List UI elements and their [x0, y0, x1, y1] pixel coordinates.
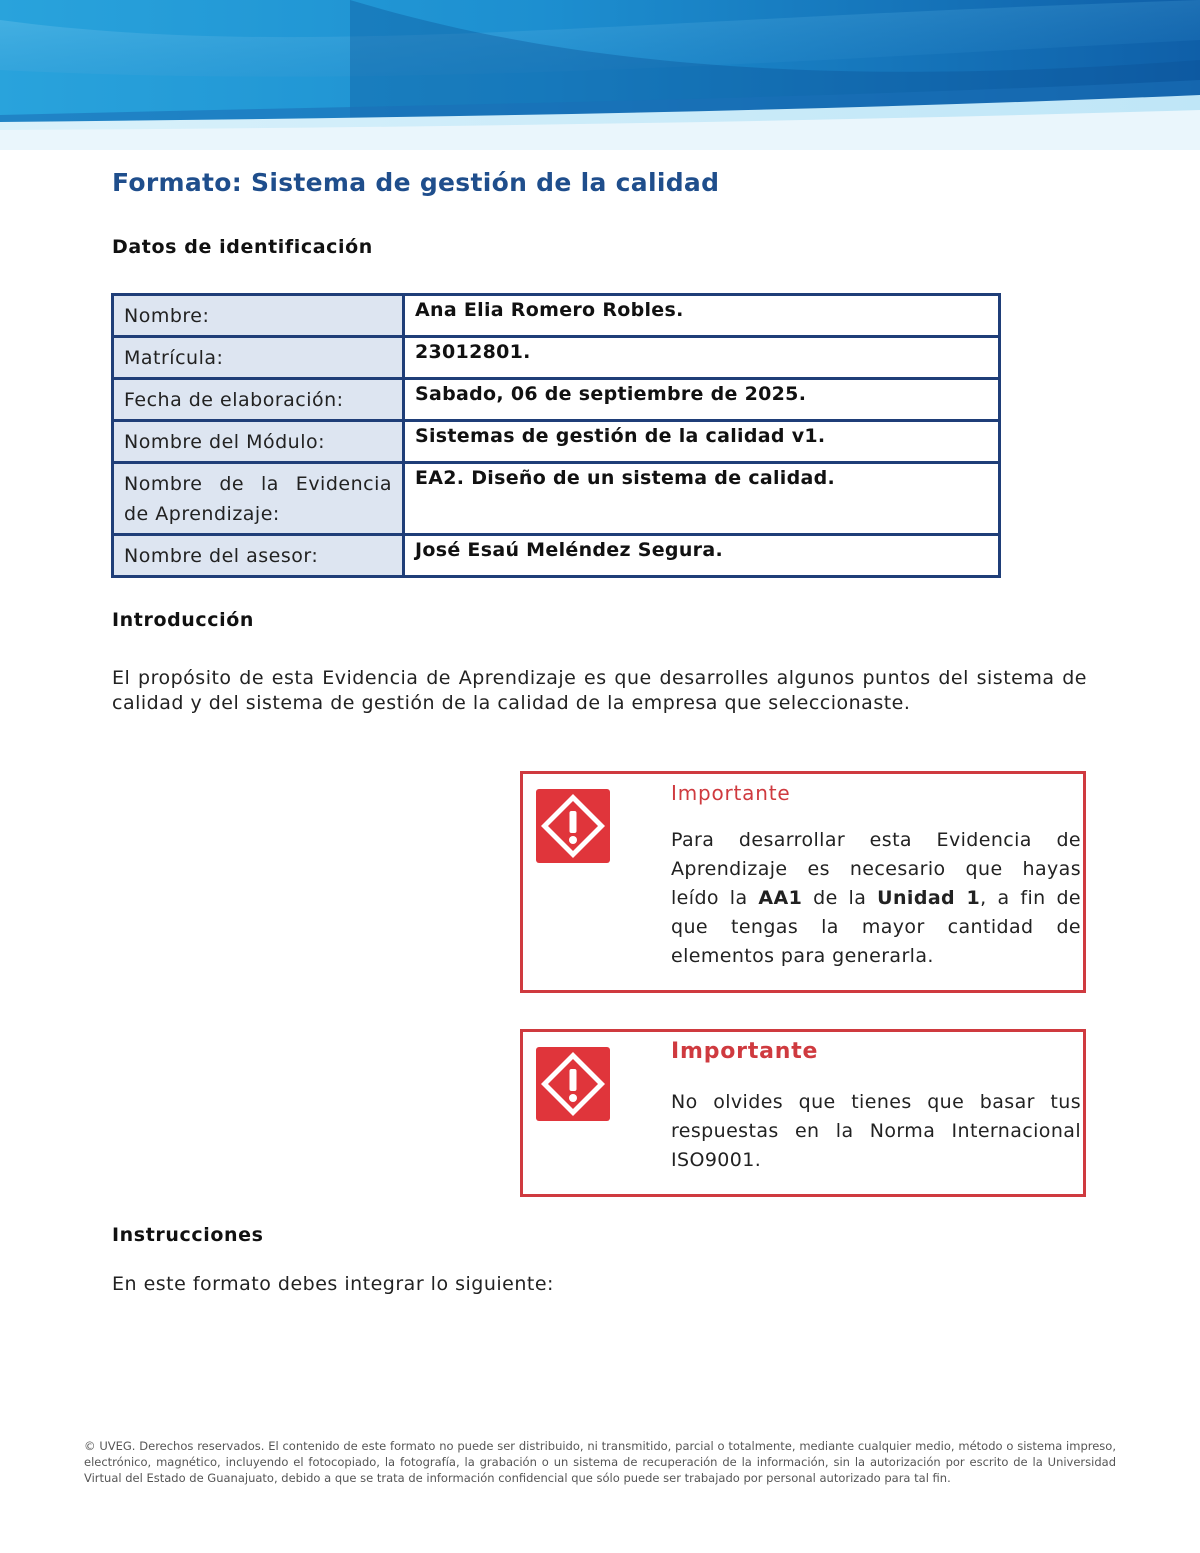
callout-text-part: Para desarrollar esta Evidencia de Aprendizaje es necesario que hayas leído la — [671, 829, 1081, 909]
document-title: Formato: Sistema de gestión de la calidad — [112, 168, 720, 197]
warning-icon — [536, 789, 610, 863]
label-matricula: Matrícula: — [113, 337, 404, 379]
instructions-heading: Instrucciones — [112, 1224, 264, 1246]
label-modulo: Nombre del Módulo: — [113, 421, 404, 463]
table-row — [113, 463, 1000, 535]
identification-heading: Datos de identificación — [112, 236, 373, 258]
table-row — [113, 337, 1000, 379]
identification-table — [111, 293, 1001, 578]
value-fecha: Sabado, 06 de septiembre de 2025. — [404, 379, 1000, 421]
value-modulo: Sistemas de gestión de la calidad v1. — [404, 421, 1000, 463]
label-fecha: Fecha de elaboración: — [113, 379, 404, 421]
important-callout-1 — [520, 771, 1086, 993]
table-row — [113, 421, 1000, 463]
header-banner — [0, 0, 1200, 150]
callout-text — [671, 826, 1081, 971]
warning-icon — [536, 1047, 610, 1121]
table-row — [113, 295, 1000, 337]
value-nombre: Ana Elia Romero Robles. — [404, 295, 1000, 337]
callout-text-part: de la — [802, 887, 878, 909]
callout-text-part: , a fin de que tengas la mayor cantidad de elementos para generarla. — [671, 887, 1081, 967]
label-nombre: Nombre: — [113, 295, 404, 337]
table-row — [113, 379, 1000, 421]
value-asesor: José Esaú Meléndez Segura. — [404, 535, 1000, 577]
important-callout-2 — [520, 1029, 1086, 1197]
callout-bold-aa1: AA1 — [758, 887, 803, 909]
introduction-heading: Introducción — [112, 609, 255, 631]
callout-bold-unidad: Unidad 1 — [877, 887, 981, 909]
table-row — [113, 535, 1000, 577]
value-matricula: 23012801. — [404, 337, 1000, 379]
introduction-text: El propósito de esta Evidencia de Aprendizaje es que desarrolles algunos puntos del sistema de calidad y del sistema de gestión de la calidad de la empresa que seleccionaste. — [112, 667, 1087, 714]
label-evidencia: Nombre de la Evidencia de Aprendizaje: — [113, 463, 404, 535]
value-evidencia: EA2. Diseño de un sistema de calidad. — [404, 463, 1000, 535]
instructions-text: En este formato debes integrar lo siguiente: — [112, 1273, 554, 1295]
label-asesor: Nombre del asesor: — [113, 535, 404, 577]
footer-copyright: © UVEG. Derechos reservados. El contenido de este formato no puede ser distribuido, ni transmitido, parcial o totalmente, mediante cualquier medio, método o sistema impreso, electrónico, magnético, incluyendo el fotocopiado, la fotografía, la grabación o un sistema de recuperación de la información, sin la autorización por escrito de la Universidad Virtual del Estado de Guanajuato, debido a que se trata de información confidencial que sólo puede ser trabajado por personal autorizado para tal fin. — [84, 1439, 1116, 1485]
callout-title: Importante — [671, 781, 791, 805]
callout-text: No olvides que tienes que basar tus respuestas en la Norma Internacional ISO9001. — [671, 1091, 1081, 1171]
callout-title: Importante — [671, 1039, 819, 1064]
